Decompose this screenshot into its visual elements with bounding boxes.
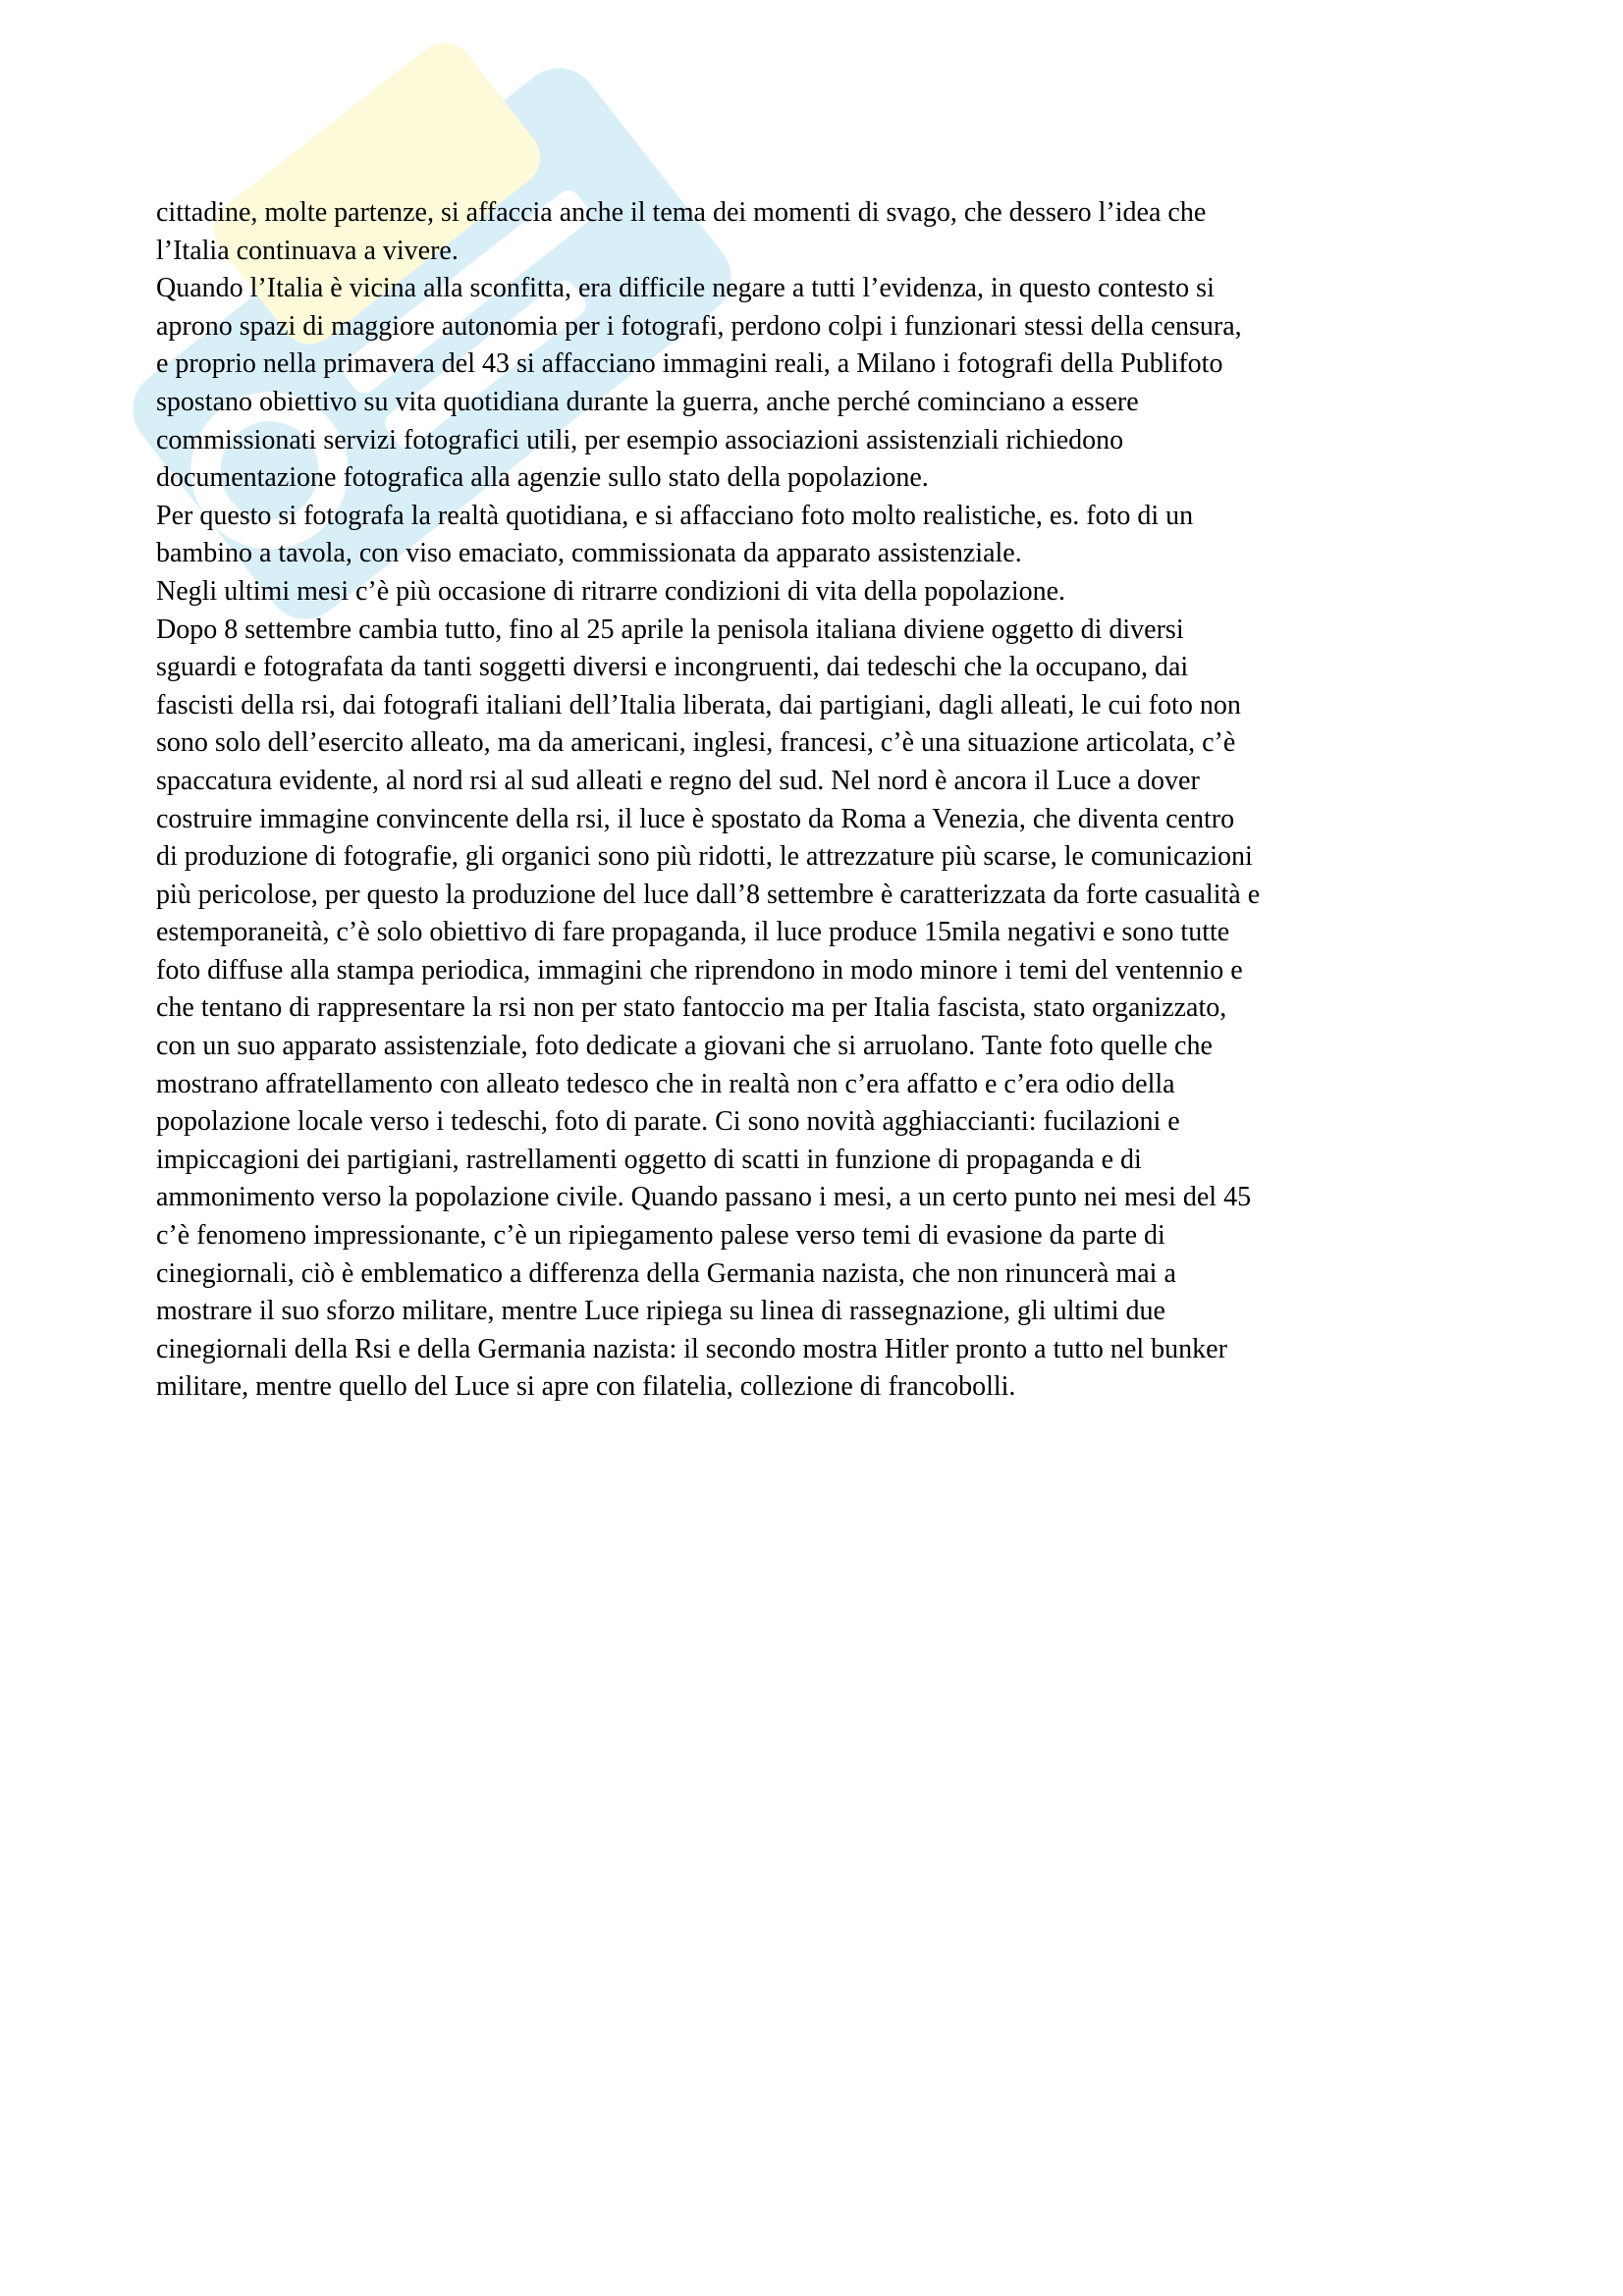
text-line: impiccagioni dei partigiani, rastrellamenti oggetto di scatti in funzione di propaganda e di <box>156 1144 1142 1175</box>
text-line: più pericolose, per questo la produzione del luce dall’8 settembre è caratterizzata da forte casualità e <box>156 879 1261 910</box>
text-line: cittadine, molte partenze, si affaccia anche il tema dei momenti di svago, che dessero l’idea che <box>156 197 1207 228</box>
text-line: foto diffuse alla stampa periodica, immagini che riprendono in modo minore i temi del ventennio e <box>156 954 1243 986</box>
text-line: c’è fenomeno impressionante, c’è un ripiegamento palese verso temi di evasione da parte di <box>156 1220 1165 1252</box>
text-line: Per questo si fotografa la realtà quotidiana, e si affacciano foto molto realistiche, es. foto di un <box>156 500 1194 531</box>
text-line: sono solo dell’esercito alleato, ma da americani, inglesi, francesi, c’è una situazione articolata, c’è <box>156 727 1236 759</box>
text-line: cinegiornali della Rsi e della Germania nazista: il secondo mostra Hitler pronto a tutto nel bunker <box>156 1333 1227 1364</box>
text-line: spaccatura evidente, al nord rsi al sud alleati e regno del sud. Nel nord è ancora il Luce a dover <box>156 765 1200 796</box>
text-line: mostrare il suo sforzo militare, mentre Luce ripiega su linea di rassegnazione, gli ultimi due <box>156 1296 1165 1327</box>
text-line: costruire immagine convincente della rsi, il luce è spostato da Roma a Venezia, che diventa centro <box>156 803 1235 834</box>
text-line: Negli ultimi mesi c’è più occasione di ritrarre condizioni di vita della popolazione. <box>156 575 1066 607</box>
text-line: documentazione fotografica alla agenzie sullo stato della popolazione. <box>156 462 929 494</box>
text-line: di produzione di fotografie, gli organici sono più ridotti, le attrezzature più scarse, le comunicazioni <box>156 841 1253 873</box>
text-line: estemporaneità, c’è solo obiettivo di fare propaganda, il luce produce 15mila negativi e sono tutte <box>156 917 1230 948</box>
text-line: bambino a tavola, con viso emaciato, commissionata da apparato assistenziale. <box>156 538 1022 569</box>
text-line: militare, mentre quello del Luce si apre con filatelia, collezione di francobolli. <box>156 1371 1016 1403</box>
text-line: Quando l’Italia è vicina alla sconfitta, era difficile negare a tutti l’evidenza, in questo contesto si <box>156 273 1215 304</box>
text-line: popolazione locale verso i tedeschi, foto di parate. Ci sono novità agghiaccianti: fucilazioni e <box>156 1106 1180 1138</box>
text-line: cinegiornali, ciò è emblematico a differenza della Germania nazista, che non rinuncerà mai a <box>156 1257 1176 1289</box>
text-line: mostrano affratellamento con alleato tedesco che in realtà non c’era affatto e c’era odio della <box>156 1068 1175 1099</box>
text-line: con un suo apparato assistenziale, foto dedicate a giovani che si arruolano. Tante foto quelle che <box>156 1031 1213 1062</box>
text-line: fascisti della rsi, dai fotografi italiani dell’Italia liberata, dai partigiani, dagli alleati, le cui foto non <box>156 689 1241 721</box>
text-line: Dopo 8 settembre cambia tutto, fino al 25 aprile la penisola italiana diviene oggetto di diversi <box>156 614 1184 645</box>
text-line: l’Italia continuava a vivere. <box>156 235 459 266</box>
text-line: spostano obiettivo su vita quotidiana durante la guerra, anche perché cominciano a essere <box>156 386 1139 417</box>
text-line: commissionati servizi fotografici utili, per esempio associazioni assistenziali richiedono <box>156 424 1124 455</box>
text-line: aprono spazi di maggiore autonomia per i fotografi, perdono colpi i funzionari stessi della censura, <box>156 310 1242 342</box>
text-line: ammonimento verso la popolazione civile. Quando passano i mesi, a un certo punto nei mesi del 45 <box>156 1182 1252 1213</box>
text-line: che tentano di rappresentare la rsi non per stato fantoccio ma per Italia fascista, stato organizzato, <box>156 992 1227 1024</box>
text-line: sguardi e fotografata da tanti soggetti diversi e incongruenti, dai tedeschi che la occupano, dai <box>156 652 1189 683</box>
body-text <box>156 194 1482 1407</box>
text-line: e proprio nella primavera del 43 si affacciano immagini reali, a Milano i fotografi della Publifoto <box>156 348 1223 380</box>
